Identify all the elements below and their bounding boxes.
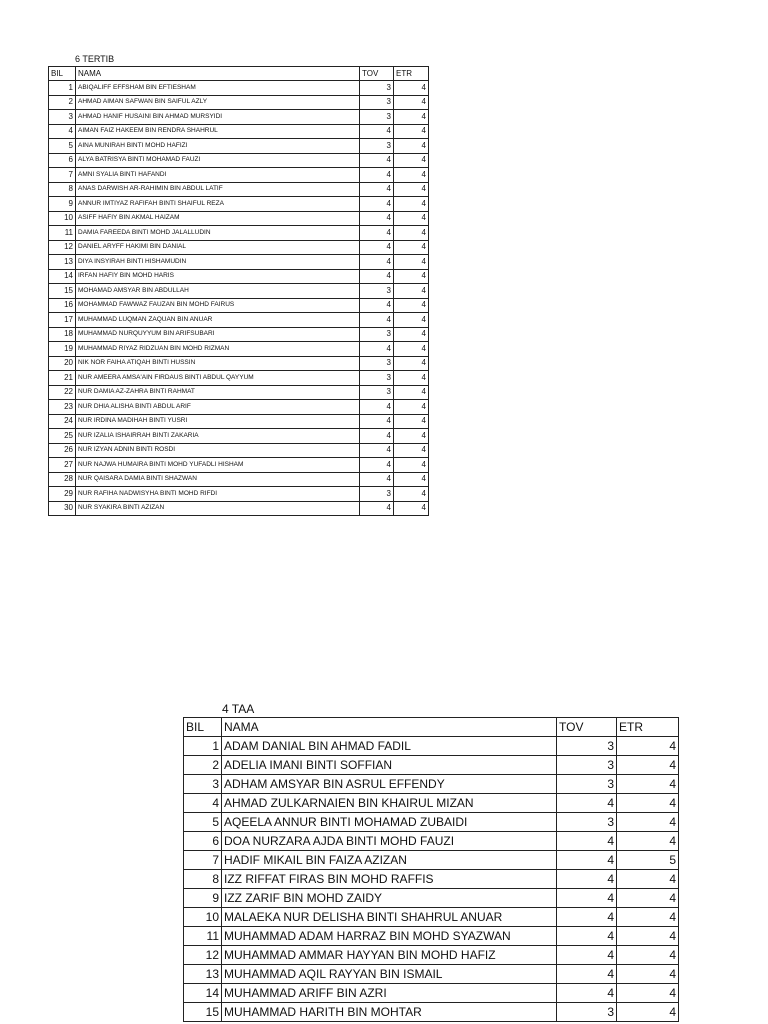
cell-nama: AQEELA ANNUR BINTI MOHAMAD ZUBAIDI	[222, 813, 557, 832]
cell-tov: 4	[360, 472, 394, 487]
cell-etr: 4	[394, 182, 429, 197]
cell-tov: 4	[360, 501, 394, 516]
sheet-title: 6 TERTIB	[75, 54, 115, 64]
cell-bil: 8	[49, 182, 76, 197]
cell-etr: 4	[394, 313, 429, 328]
cell-etr: 4	[394, 371, 429, 386]
cell-etr: 4	[617, 813, 679, 832]
cell-etr: 4	[617, 775, 679, 794]
cell-tov: 4	[360, 458, 394, 473]
cell-etr: 4	[394, 240, 429, 255]
cell-etr: 4	[617, 870, 679, 889]
table-row	[184, 794, 679, 813]
cell-bil: 15	[49, 284, 76, 299]
cell-nama: AHMAD HANIF HUSAINI BIN AHMAD MURSYIDI	[76, 110, 360, 125]
table-row	[49, 139, 429, 154]
cell-tov: 4	[360, 211, 394, 226]
cell-nama: MUHAMMAD NURQUYYUM BIN ARIFSUBARI	[76, 327, 360, 342]
table-row	[49, 211, 429, 226]
cell-tov: 3	[557, 737, 617, 756]
cell-etr: 4	[394, 124, 429, 139]
cell-nama: AINA MUNIRAH BINTI MOHD HAFIZI	[76, 139, 360, 154]
cell-nama: IZZ ZARIF BIN MOHD ZAIDY	[222, 889, 557, 908]
cell-bil: 7	[184, 851, 222, 870]
cell-etr: 4	[394, 414, 429, 429]
cell-nama: ALYA BATRISYA BINTI MOHAMAD FAUZI	[76, 153, 360, 168]
header-tov: TOV	[360, 67, 394, 81]
cell-bil: 23	[49, 400, 76, 415]
cell-tov: 4	[360, 443, 394, 458]
cell-bil: 26	[49, 443, 76, 458]
cell-tov: 4	[557, 908, 617, 927]
cell-tov: 3	[557, 1003, 617, 1022]
table-row	[184, 927, 679, 946]
cell-bil: 14	[49, 269, 76, 284]
cell-nama: HADIF MIKAIL BIN FAIZA AZIZAN	[222, 851, 557, 870]
table-row	[49, 153, 429, 168]
cell-nama: MOHAMAD AMSYAR BIN ABDULLAH	[76, 284, 360, 299]
cell-tov: 4	[360, 313, 394, 328]
cell-nama: ABIQALIFF EFFSHAM BIN EFTIESHAM	[76, 81, 360, 96]
cell-bil: 8	[184, 870, 222, 889]
table-row	[49, 182, 429, 197]
cell-etr: 4	[394, 429, 429, 444]
cell-etr: 4	[394, 110, 429, 125]
cell-tov: 3	[360, 385, 394, 400]
table-row	[49, 168, 429, 183]
cell-nama: NUR DAMIA AZ-ZAHRA BINTI RAHMAT	[76, 385, 360, 400]
cell-tov: 4	[360, 429, 394, 444]
table-row	[184, 908, 679, 927]
cell-tov: 4	[360, 414, 394, 429]
table-row	[184, 756, 679, 775]
cell-bil: 13	[184, 965, 222, 984]
cell-etr: 4	[394, 153, 429, 168]
cell-bil: 14	[184, 984, 222, 1003]
cell-tov: 4	[557, 870, 617, 889]
cell-etr: 4	[617, 889, 679, 908]
table-row	[49, 124, 429, 139]
table-row	[184, 1003, 679, 1022]
cell-bil: 20	[49, 356, 76, 371]
cell-nama: ANNUR IMTIYAZ RAFIFAH BINTI SHAIFUL REZA	[76, 197, 360, 212]
cell-etr: 5	[617, 851, 679, 870]
cell-tov: 4	[360, 298, 394, 313]
table-row	[184, 946, 679, 965]
cell-tov: 4	[360, 124, 394, 139]
cell-tov: 4	[557, 832, 617, 851]
cell-etr: 4	[394, 255, 429, 270]
table-row	[49, 226, 429, 241]
cell-etr: 4	[394, 298, 429, 313]
cell-tov: 4	[557, 889, 617, 908]
cell-etr: 4	[394, 487, 429, 502]
table-row	[49, 356, 429, 371]
cell-etr: 4	[394, 95, 429, 110]
cell-etr: 4	[394, 269, 429, 284]
table-row	[184, 889, 679, 908]
cell-tov: 4	[360, 269, 394, 284]
header-tov: TOV	[557, 718, 617, 737]
table-row	[49, 298, 429, 313]
cell-etr: 4	[617, 756, 679, 775]
cell-bil: 22	[49, 385, 76, 400]
cell-etr: 4	[617, 908, 679, 927]
table-row	[49, 429, 429, 444]
header-bil: BIL	[49, 67, 76, 81]
cell-nama: MUHAMMAD HARITH BIN MOHTAR	[222, 1003, 557, 1022]
table-row	[49, 95, 429, 110]
cell-bil: 24	[49, 414, 76, 429]
cell-bil: 2	[184, 756, 222, 775]
cell-bil: 9	[49, 197, 76, 212]
header-row	[184, 718, 679, 737]
cell-etr: 4	[394, 284, 429, 299]
cell-etr: 4	[394, 400, 429, 415]
cell-nama: MOHAMMAD FAWWAZ FAUZAN BIN MOHD FAIRUS	[76, 298, 360, 313]
cell-bil: 11	[184, 927, 222, 946]
cell-etr: 4	[617, 946, 679, 965]
cell-etr: 4	[394, 81, 429, 96]
table-row	[184, 870, 679, 889]
cell-bil: 4	[49, 124, 76, 139]
cell-tov: 3	[360, 371, 394, 386]
header-etr: ETR	[394, 67, 429, 81]
table-row	[49, 342, 429, 357]
cell-bil: 6	[184, 832, 222, 851]
table-row	[49, 472, 429, 487]
cell-nama: MUHAMMAD AMMAR HAYYAN BIN MOHD HAFIZ	[222, 946, 557, 965]
table-row	[49, 284, 429, 299]
cell-bil: 5	[184, 813, 222, 832]
cell-etr: 4	[394, 226, 429, 241]
cell-tov: 3	[557, 775, 617, 794]
table-row	[184, 965, 679, 984]
cell-nama: MUHAMMAD LUQMAN ZAQUAN BIN ANUAR	[76, 313, 360, 328]
cell-nama: MUHAMMAD ARIFF BIN AZRI	[222, 984, 557, 1003]
cell-nama: MUHAMMAD AQIL RAYYAN BIN ISMAIL	[222, 965, 557, 984]
cell-nama: DANIEL ARYFF HAKIMI BIN DANIAL	[76, 240, 360, 255]
table-row	[49, 458, 429, 473]
cell-tov: 3	[557, 813, 617, 832]
cell-nama: NUR IZYAN ADNIN BINTI ROSDI	[76, 443, 360, 458]
cell-nama: NUR AMEERA AMSA'AIN FIRDAUS BINTI ABDUL QAYYUM	[76, 371, 360, 386]
table-row	[49, 443, 429, 458]
cell-etr: 4	[394, 342, 429, 357]
cell-nama: IRFAN HAFIY BIN MOHD HARIS	[76, 269, 360, 284]
table-row	[49, 487, 429, 502]
table-row	[184, 775, 679, 794]
cell-nama: AHMAD AIMAN SAFWAN BIN SAIFUL AZLY	[76, 95, 360, 110]
cell-bil: 3	[49, 110, 76, 125]
cell-bil: 15	[184, 1003, 222, 1022]
cell-bil: 18	[49, 327, 76, 342]
cell-nama: NUR IZALIA ISHAIRRAH BINTI ZAKARIA	[76, 429, 360, 444]
cell-bil: 28	[49, 472, 76, 487]
header-nama: NAMA	[222, 718, 557, 737]
cell-nama: NUR IRDINA MADIHAH BINTI YUSRI	[76, 414, 360, 429]
cell-nama: DAMIA FAREEDA BINTI MOHD JALALLUDIN	[76, 226, 360, 241]
cell-tov: 3	[360, 81, 394, 96]
cell-tov: 4	[360, 342, 394, 357]
cell-nama: NUR QAISARA DAMIA BINTI SHAZWAN	[76, 472, 360, 487]
cell-nama: NUR NAJWA HUMAIRA BINTI MOHD YUFADLI HISHAM	[76, 458, 360, 473]
cell-etr: 4	[617, 794, 679, 813]
cell-nama: NUR DHIA ALISHA BINTI ABDUL ARIF	[76, 400, 360, 415]
table-row	[49, 371, 429, 386]
cell-nama: MUHAMMAD ADAM HARRAZ BIN MOHD SYAZWAN	[222, 927, 557, 946]
cell-bil: 9	[184, 889, 222, 908]
cell-nama: NUR SYAKIRA BINTI AZIZAN	[76, 501, 360, 516]
cell-tov: 4	[557, 794, 617, 813]
table-row	[184, 737, 679, 756]
cell-nama: MALAEKA NUR DELISHA BINTI SHAHRUL ANUAR	[222, 908, 557, 927]
cell-bil: 1	[184, 737, 222, 756]
cell-tov: 4	[557, 927, 617, 946]
cell-etr: 4	[617, 1003, 679, 1022]
cell-etr: 4	[394, 501, 429, 516]
cell-bil: 19	[49, 342, 76, 357]
header-bil: BIL	[184, 718, 222, 737]
table-row	[49, 400, 429, 415]
cell-bil: 1	[49, 81, 76, 96]
cell-bil: 11	[49, 226, 76, 241]
table-row	[184, 851, 679, 870]
cell-etr: 4	[394, 356, 429, 371]
cell-bil: 29	[49, 487, 76, 502]
cell-etr: 4	[617, 984, 679, 1003]
cell-bil: 3	[184, 775, 222, 794]
table-row	[184, 984, 679, 1003]
student-table	[183, 717, 679, 1022]
cell-bil: 2	[49, 95, 76, 110]
cell-tov: 4	[360, 226, 394, 241]
cell-etr: 4	[394, 385, 429, 400]
header-etr: ETR	[617, 718, 679, 737]
cell-tov: 4	[360, 182, 394, 197]
table-row	[49, 197, 429, 212]
cell-bil: 10	[184, 908, 222, 927]
cell-etr: 4	[394, 443, 429, 458]
cell-nama: DIYA INSYIRAH BINTI HISHAMUDIN	[76, 255, 360, 270]
cell-bil: 10	[49, 211, 76, 226]
cell-nama: ANAS DARWISH AR-RAHIMIN BIN ABDUL LATIF	[76, 182, 360, 197]
cell-tov: 3	[360, 356, 394, 371]
sheet-title: 4 TAA	[222, 702, 255, 716]
cell-nama: AIMAN FAIZ HAKEEM BIN RENDRA SHAHRUL	[76, 124, 360, 139]
cell-etr: 4	[394, 139, 429, 154]
table-row	[184, 813, 679, 832]
table-row	[49, 327, 429, 342]
cell-etr: 4	[394, 168, 429, 183]
cell-nama: AMNI SYALIA BINTI HAFANDI	[76, 168, 360, 183]
table-row	[49, 240, 429, 255]
cell-bil: 30	[49, 501, 76, 516]
cell-nama: NUR RAFIHA NADWISYHA BINTI MOHD RIFDI	[76, 487, 360, 502]
cell-tov: 4	[360, 240, 394, 255]
cell-tov: 3	[360, 327, 394, 342]
cell-tov: 4	[557, 965, 617, 984]
cell-etr: 4	[617, 737, 679, 756]
cell-etr: 4	[394, 197, 429, 212]
cell-tov: 3	[360, 487, 394, 502]
cell-nama: ADAM DANIAL BIN AHMAD FADIL	[222, 737, 557, 756]
cell-etr: 4	[617, 927, 679, 946]
cell-bil: 5	[49, 139, 76, 154]
table-row	[184, 832, 679, 851]
cell-tov: 3	[557, 756, 617, 775]
cell-nama: IZZ RIFFAT FIRAS BIN MOHD RAFFIS	[222, 870, 557, 889]
cell-etr: 4	[394, 472, 429, 487]
cell-etr: 4	[394, 327, 429, 342]
cell-nama: DOA NURZARA AJDA BINTI MOHD FAUZI	[222, 832, 557, 851]
cell-bil: 12	[49, 240, 76, 255]
cell-etr: 4	[394, 458, 429, 473]
cell-bil: 7	[49, 168, 76, 183]
cell-tov: 4	[360, 153, 394, 168]
cell-tov: 4	[360, 255, 394, 270]
cell-bil: 25	[49, 429, 76, 444]
cell-bil: 13	[49, 255, 76, 270]
cell-tov: 3	[360, 139, 394, 154]
cell-etr: 4	[617, 965, 679, 984]
cell-tov: 3	[360, 95, 394, 110]
cell-tov: 3	[360, 110, 394, 125]
table-row	[49, 313, 429, 328]
cell-bil: 4	[184, 794, 222, 813]
cell-nama: ADELIA IMANI BINTI SOFFIAN	[222, 756, 557, 775]
cell-tov: 4	[360, 168, 394, 183]
cell-nama: ADHAM AMSYAR BIN ASRUL EFFENDY	[222, 775, 557, 794]
cell-bil: 6	[49, 153, 76, 168]
cell-nama: NIK NOR FAIHA ATIQAH BINTI HUSSIN	[76, 356, 360, 371]
cell-tov: 4	[360, 197, 394, 212]
cell-tov: 3	[360, 284, 394, 299]
header-row	[49, 67, 429, 81]
cell-bil: 17	[49, 313, 76, 328]
header-nama: NAMA	[76, 67, 360, 81]
cell-bil: 12	[184, 946, 222, 965]
student-table	[48, 66, 429, 516]
cell-bil: 27	[49, 458, 76, 473]
cell-nama: MUHAMMAD RIYAZ RIDZUAN BIN MOHD RIZMAN	[76, 342, 360, 357]
cell-tov: 4	[360, 400, 394, 415]
cell-tov: 4	[557, 984, 617, 1003]
cell-etr: 4	[617, 832, 679, 851]
table-row	[49, 81, 429, 96]
table-row	[49, 110, 429, 125]
table-row	[49, 385, 429, 400]
cell-nama: AHMAD ZULKARNAIEN BIN KHAIRUL MIZAN	[222, 794, 557, 813]
cell-tov: 4	[557, 851, 617, 870]
table-row	[49, 501, 429, 516]
table-row	[49, 255, 429, 270]
cell-tov: 4	[557, 946, 617, 965]
cell-nama: ASIFF HAFIY BIN AKMAL HAIZAM	[76, 211, 360, 226]
table-row	[49, 414, 429, 429]
table-row	[49, 269, 429, 284]
cell-bil: 21	[49, 371, 76, 386]
cell-bil: 16	[49, 298, 76, 313]
cell-etr: 4	[394, 211, 429, 226]
